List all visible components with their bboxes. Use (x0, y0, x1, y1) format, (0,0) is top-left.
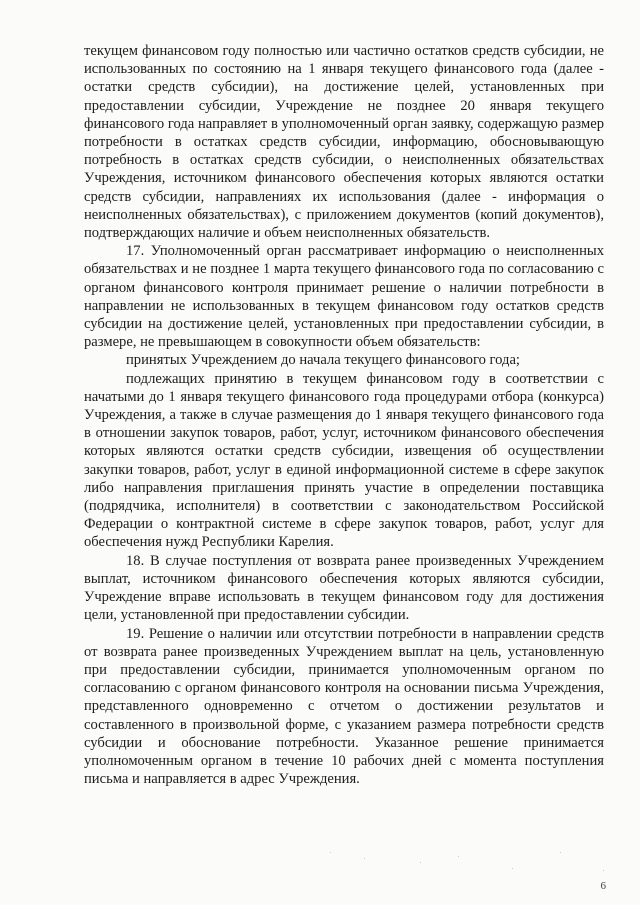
paragraph-18: 18. В случае поступления от возврата ранее произведенных Учреждением выплат, источником финансового обеспечения которых являются субсидии, Учреждение вправе использовать в текущем финансовом году для достижения цели, установленной при предоставлении субсидии. (84, 552, 604, 624)
paragraph-17-item-2: подлежащих принятию в текущем финансовом году в соответствии с начатыми до 1 января текущего финансового года процедурами отбора (конкурса) Учреждения, а также в случае размещения до 1 января текущего финансового года в отношении закупок товаров, работ, услуг, источником финансового обеспечения которых являются остатки средств субсидии, извещения об осуществлении закупки товаров, работ, услуг в единой информационной системе в сфере закупок либо направления приглашения принять участие в определении поставщика (подрядчика, исполнителя) в соответствии с законодательством Российской Федерации о контрактной системе в сфере закупок товаров, работ, услуг для обеспечения нужд Республики Карелия. (84, 370, 604, 551)
scan-speck (560, 852, 561, 853)
scan-speck (364, 858, 365, 859)
scan-speck (512, 868, 513, 869)
scan-speck (420, 862, 421, 863)
scan-speck (603, 870, 604, 871)
paragraph-19: 19. Решение о наличии или отсутствии потребности в направлении средств от возврата ранее произведенных Учреждением выплат на цель, установленную при предоставлении субсидии, принимается уполномоченным органом по согласованию с органом финансового контроля на основании письма Учреждения, представленного одновременно с отчетом о достижении результатов и составленного в произвольной форме, с указанием размера потребности средств субсидии и обоснование потребности. Указанное решение принимается уполномоченным органом в течение 10 рабочих дней с момента поступления письма и направляется в адрес Учреждения. (84, 625, 604, 788)
paragraph-17-item-1: принятых Учреждением до начала текущего финансового года; (126, 352, 520, 369)
scan-speck (458, 856, 459, 857)
paragraph-continuation: текущем финансовом году полностью или частично остатков средств субсидии, не использованных по состоянию на 1 января текущего финансового года (далее - остатки средств субсидии), на достижение целей, установленных при предоставлении субсидии, Учреждение не позднее 20 января текущего финансового года направляет в уполномоченный орган заявку, содержащую размер потребности в остатках средств субсидии, информацию, обосновывающую потребность в остатках средств субсидии, о неисполненных обязательствах Учреждения, источником финансового обеспечения которых являются остатки средств субсидии, направлениях их использования (далее - информация о неисполненных обязательствах), с приложением документов (копий документов), подтверждающих наличие и объем неисполненных обязательств. (84, 43, 604, 242)
page-number: 6 (600, 880, 606, 892)
paragraph-17: 17. Уполномоченный орган рассматривает информацию о неисполненных обязательствах и не позднее 1 марта текущего финансового года по согласованию с органом финансового контроля принимает решение о наличии потребности в направлении не использованных в текущем финансовом году остатков средств субсидии на достижение целей, установленных при предоставлении субсидии, в размере, не превышающем в совокупности объем обязательств: (84, 243, 604, 351)
scan-speck (330, 852, 331, 853)
